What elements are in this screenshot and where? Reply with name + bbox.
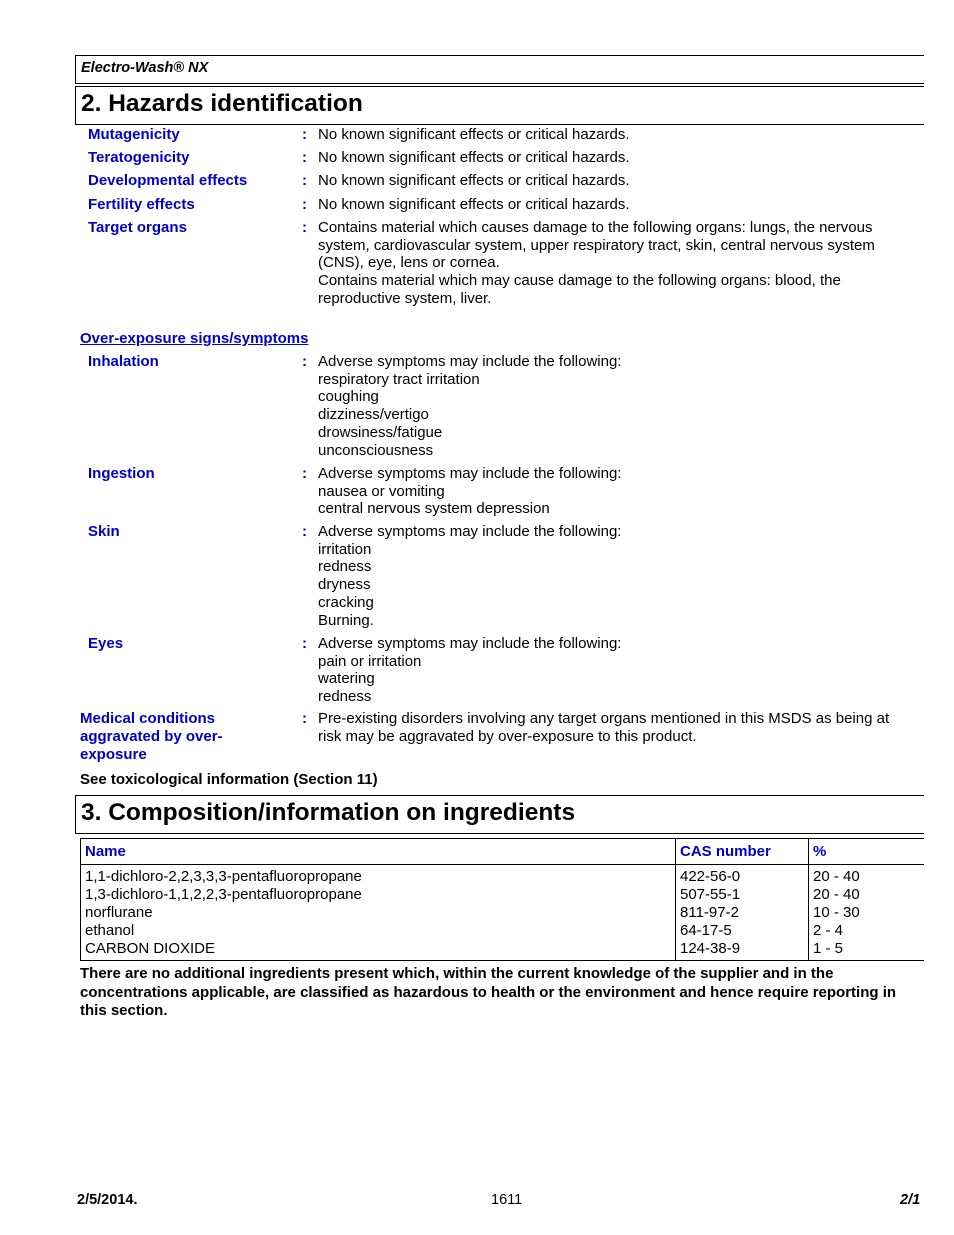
column-header-cas: CAS number <box>680 843 771 860</box>
value-eyes: Adverse symptoms may include the following: pain or irritation watering redness <box>318 635 622 706</box>
table-cell-percent: 20 - 40 <box>813 886 860 903</box>
colon-separator: : <box>302 196 307 213</box>
table-cell-cas: 124-38-9 <box>680 940 741 957</box>
colon-separator: : <box>302 465 307 482</box>
colon-separator: : <box>302 149 307 166</box>
table-cell-percent: 20 - 40 <box>813 868 860 885</box>
cas-column <box>680 868 740 958</box>
section-3-title: 3. Composition/information on ingredients <box>75 795 924 834</box>
ingredients-disclaimer: There are no additional ingredients present which, within the current knowledge of the supplier and in the concentrations applicable, are classified as hazardous to health or the environment and hence require reporting in this section. <box>80 965 897 1019</box>
column-divider <box>675 839 676 960</box>
value-inhalation: Adverse symptoms may include the following: respiratory tract irritation coughing dizziness/vertigo drowsiness/fatigue unconsciousness <box>318 353 622 459</box>
table-cell-percent: 2 - 4 <box>813 922 844 939</box>
column-header-name: Name <box>85 843 126 860</box>
label-ingestion: Ingestion <box>88 465 155 482</box>
footer-page-number: 2/1 <box>900 1192 921 1208</box>
colon-separator: : <box>302 635 307 652</box>
see-toxicological-note: See toxicological information (Section 11) <box>80 771 378 788</box>
value-developmental-effects: No known significant effects or critical hazards. <box>318 172 630 189</box>
table-cell-name: 1,1-dichloro-2,2,3,3,3-pentafluoropropane <box>85 868 362 885</box>
section-2-title: 2. Hazards identification <box>75 86 924 125</box>
label-medical-conditions: Medical conditions aggravated by over- exposure <box>80 710 223 763</box>
value-skin: Adverse symptoms may include the following: irritation redness dryness cracking Burning. <box>318 523 622 629</box>
footer-date: 2/5/2014. <box>77 1192 138 1208</box>
label-teratogenicity: Teratogenicity <box>88 149 190 166</box>
colon-separator: : <box>302 523 307 540</box>
table-cell-cas: 507-55-1 <box>680 886 741 903</box>
table-cell-cas: 64-17-5 <box>680 922 732 939</box>
value-target-organs: Contains material which causes damage to the following organs: lungs, the nervous system, cardiovascular system, upper respiratory tract, skin, central nervous system (CNS), eye, lens or cornea. Contains material which may cause damage to the following organs: blood, the reproductive system, liver. <box>318 219 875 307</box>
label-skin: Skin <box>88 523 120 540</box>
overexposure-heading: Over-exposure signs/symptoms <box>80 330 309 347</box>
value-ingestion: Adverse symptoms may include the following: nausea or vomiting central nervous system depression <box>318 465 622 518</box>
label-eyes: Eyes <box>88 635 124 652</box>
table-cell-cas: 422-56-0 <box>680 868 741 885</box>
product-name: Electro-Wash® NX <box>75 55 924 84</box>
table-cell-percent: 10 - 30 <box>813 904 860 921</box>
label-developmental-effects: Developmental effects <box>88 172 248 189</box>
label-mutagenicity: Mutagenicity <box>88 126 180 143</box>
colon-separator: : <box>302 172 307 189</box>
colon-separator: : <box>302 710 307 727</box>
table-header-row <box>81 839 924 865</box>
column-divider <box>808 839 809 960</box>
table-cell-name: norflurane <box>85 904 153 921</box>
table-cell-cas: 811-97-2 <box>680 904 739 921</box>
label-inhalation: Inhalation <box>88 353 159 370</box>
footer-code: 1611 <box>491 1192 523 1208</box>
value-mutagenicity: No known significant effects or critical hazards. <box>318 126 630 143</box>
value-teratogenicity: No known significant effects or critical hazards. <box>318 149 630 166</box>
colon-separator: : <box>302 353 307 370</box>
value-medical-conditions: Pre-existing disorders involving any target organs mentioned in this MSDS as being at risk may be aggravated by over-exposure to this product. <box>318 710 890 745</box>
name-column <box>85 868 362 958</box>
percent-column <box>813 868 860 958</box>
table-cell-name: CARBON DIOXIDE <box>85 940 216 957</box>
colon-separator: : <box>302 126 307 143</box>
label-target-organs: Target organs <box>88 219 187 236</box>
value-fertility-effects: No known significant effects or critical hazards. <box>318 196 630 213</box>
label-fertility-effects: Fertility effects <box>88 196 195 213</box>
table-cell-name: 1,3-dichloro-1,1,2,2,3-pentafluoropropane <box>85 886 362 903</box>
table-cell-name: ethanol <box>85 922 135 939</box>
table-cell-percent: 1 - 5 <box>813 940 844 957</box>
colon-separator: : <box>302 219 307 236</box>
ingredients-table <box>80 838 924 961</box>
column-header-percent: % <box>813 843 827 860</box>
